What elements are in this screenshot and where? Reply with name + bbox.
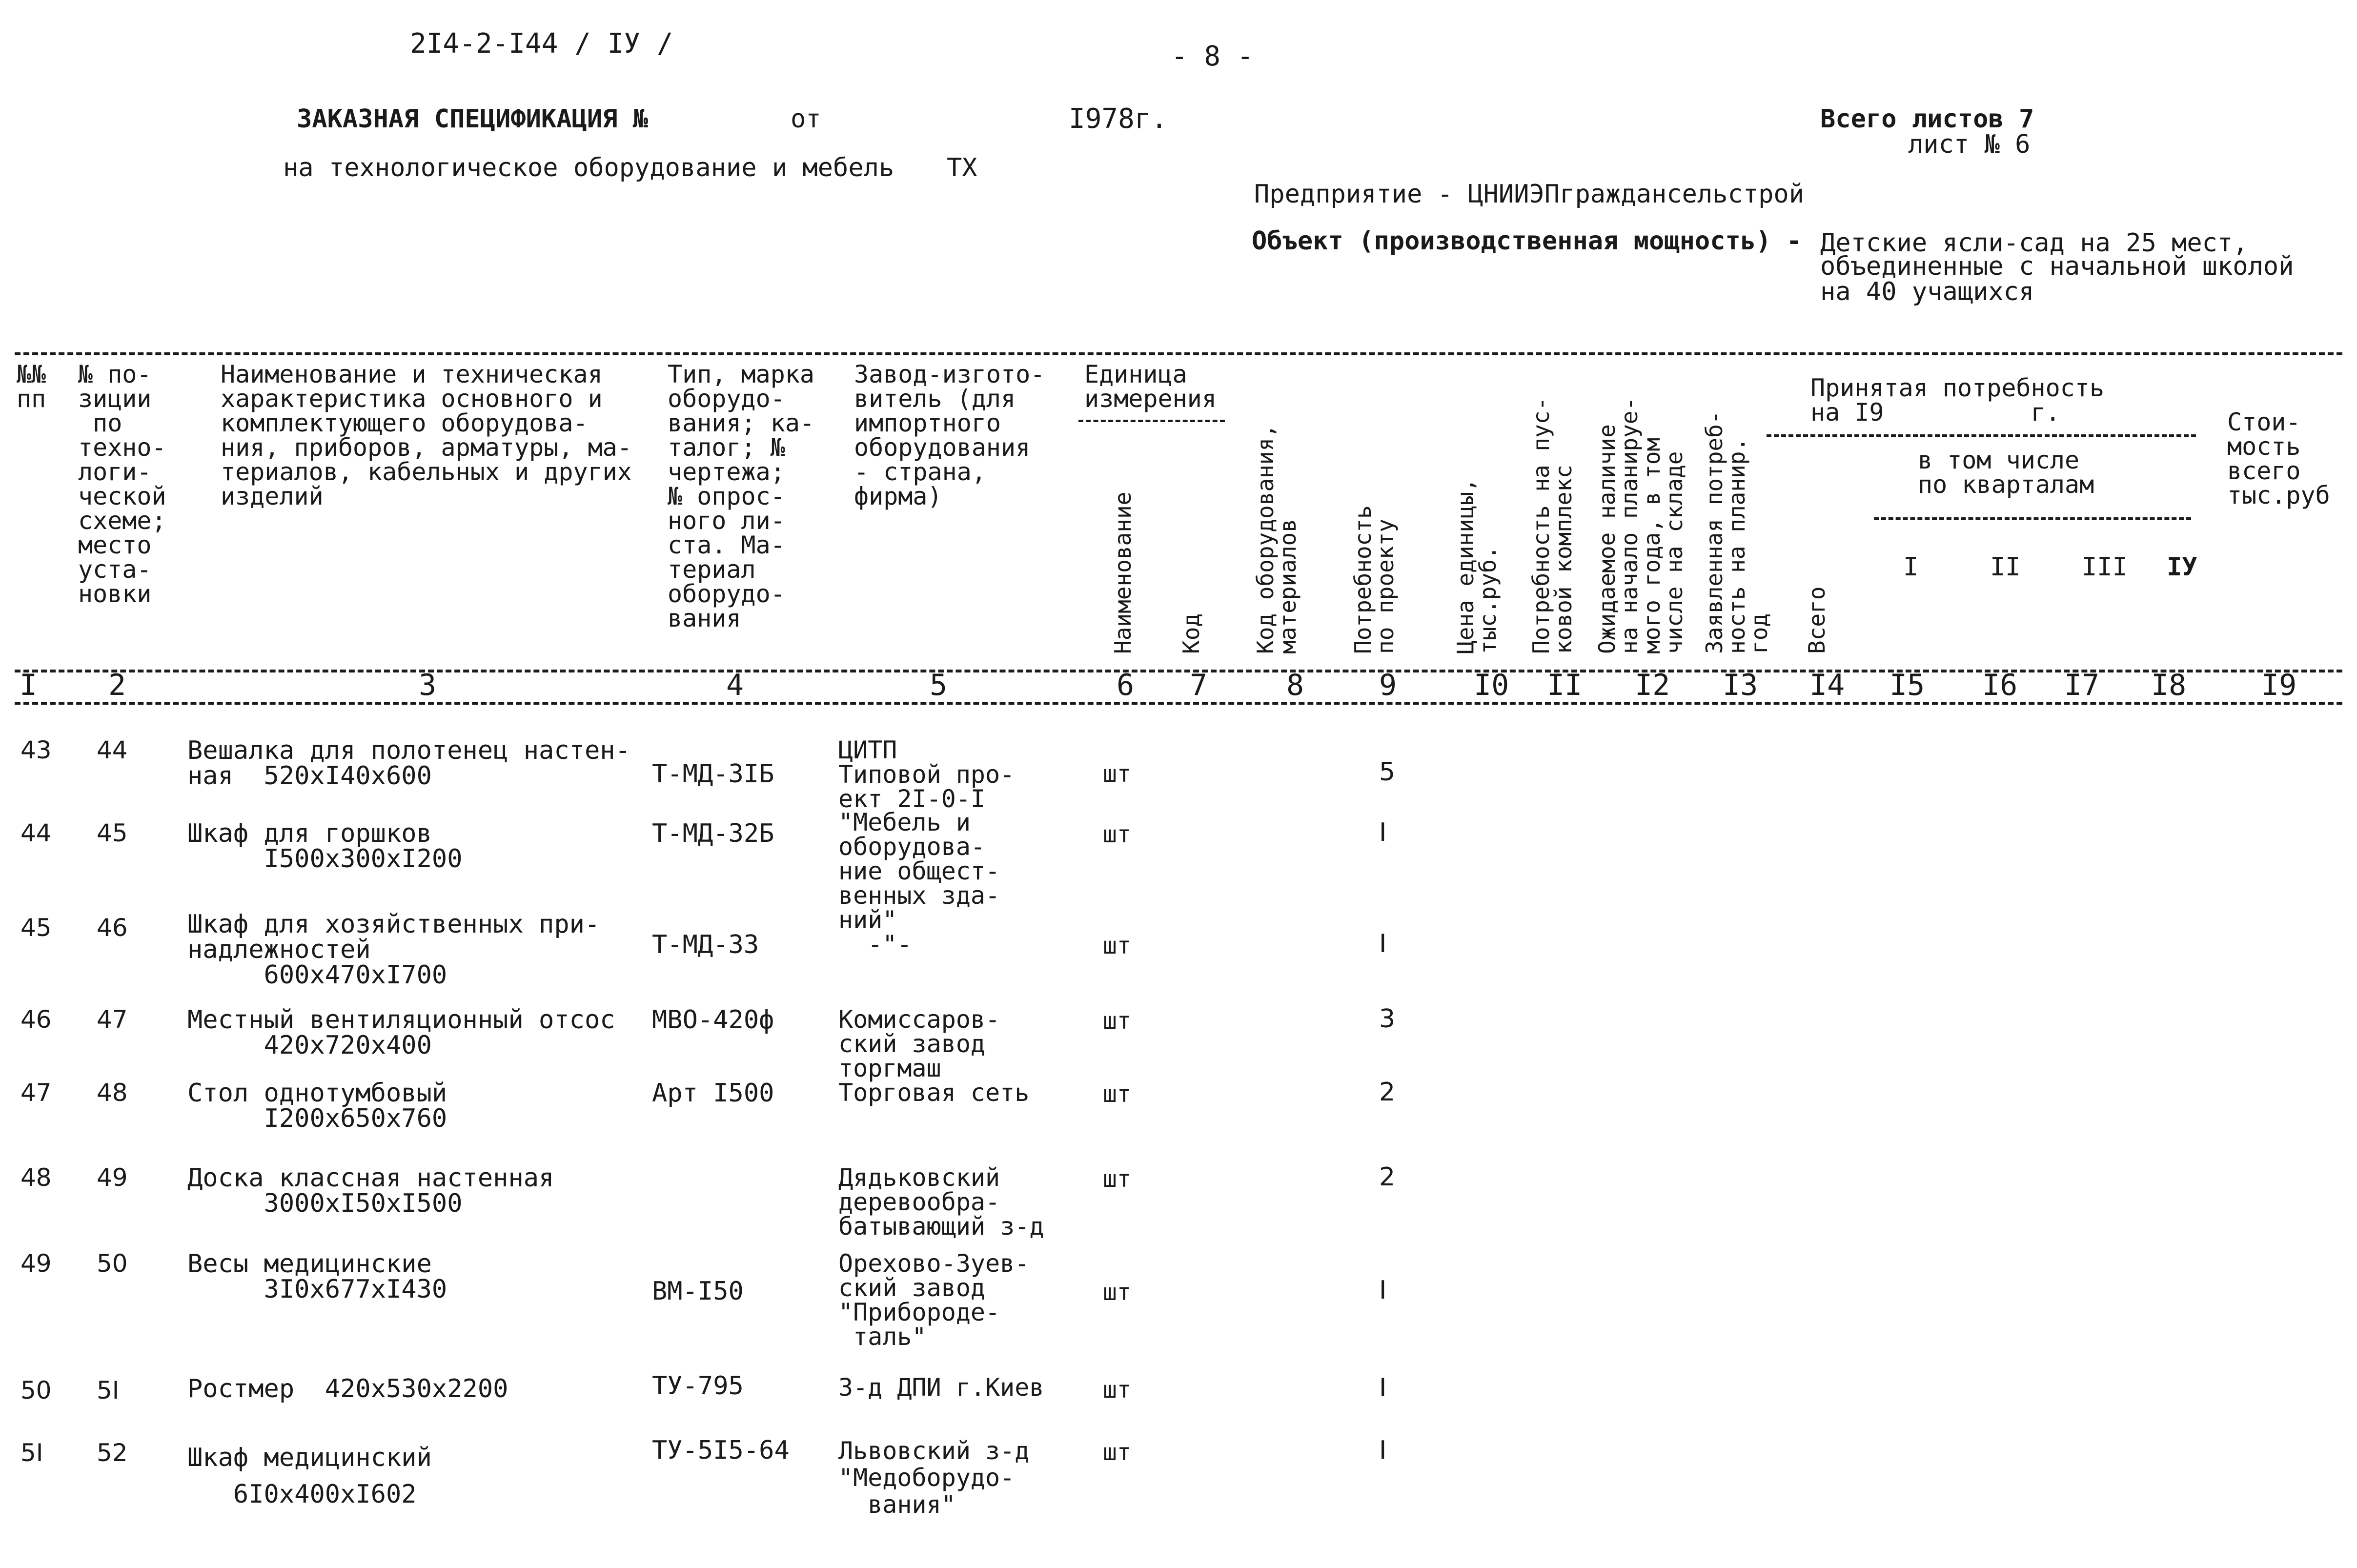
row-item-maker: Комиссаров- ский завод торгмаш	[838, 1005, 1000, 1082]
row-position: 47	[97, 1005, 128, 1034]
row-number: 47	[20, 1079, 52, 1107]
column-number: 3	[419, 668, 437, 702]
column-number: I5	[1890, 668, 1925, 702]
column-number: II	[1547, 668, 1583, 702]
row-item-unit: шт	[1103, 1279, 1131, 1306]
unit-group-rule	[1078, 420, 1225, 422]
row-item-qty: I	[1379, 1373, 1387, 1403]
col-heading-3: Наименование и техническая характеристика основного и комплектующего оборудова- ния, приборов, арматуры, ма- териалов, кабельных и других изделий	[221, 360, 632, 510]
col-heading-4: Тип, марка оборудо- вания; ка- талог; № чертежа; № опрос- ного ли- ста. Ма- териал оборудо- вания	[668, 360, 815, 632]
column-number: 9	[1379, 668, 1397, 702]
row-position: 44	[97, 736, 128, 764]
col-heading-14: Всего	[1804, 586, 1830, 654]
enterprise-label: Предприятие - ЦНИИЭПграждансельстрой	[1254, 180, 1805, 209]
object-value-line1: Детские ясли-сад на 25 мест,	[1820, 228, 2248, 258]
row-item-maker: З-д ДПИ г.Киев	[838, 1373, 1044, 1402]
row-item-maker: Орехово-Зуев- ский завод "Прибороде- таль"	[838, 1249, 1030, 1351]
column-number: 5	[930, 668, 948, 702]
row-item-maker: -"-	[838, 930, 912, 958]
col-heading-6: Наименование	[1110, 491, 1136, 654]
row-number: 49	[20, 1249, 52, 1278]
row-item-name: Шкаф для горшков I500х300хI200	[187, 819, 463, 874]
row-number: 46	[20, 1005, 52, 1034]
row-item-unit: шт	[1103, 1376, 1131, 1404]
row-item-type: МВО-420ф	[652, 1005, 774, 1035]
col-heading-10: Цена единицы, тыс.руб.	[1452, 478, 1501, 654]
row-position: 48	[97, 1079, 128, 1107]
row-position: 5I	[97, 1376, 120, 1405]
page-number: - 8 -	[1171, 41, 1254, 72]
row-item-unit: шт	[1103, 1007, 1131, 1035]
spec-subtitle-code: ТХ	[947, 153, 977, 183]
row-item-qty: 2	[1379, 1078, 1396, 1107]
row-item-unit: шт	[1103, 1165, 1131, 1193]
column-number: 8	[1286, 668, 1304, 702]
quarters-rule	[1874, 517, 2191, 520]
row-number: 50	[20, 1376, 52, 1405]
col-heading-12: Ожидаемое наличие на начало планируе- мого года, в том числе на складе	[1594, 397, 1687, 654]
col-heading-unit-group: Единица измерения	[1084, 360, 1217, 413]
row-item-unit: шт	[1103, 1080, 1131, 1108]
row-item-qty: I	[1379, 818, 1387, 847]
row-number: 45	[20, 914, 52, 942]
row-item-type: Т-МД-3IБ	[652, 759, 774, 789]
row-item-qty: I	[1379, 929, 1387, 958]
col-heading-1: №№ пп	[17, 360, 46, 413]
row-item-qty: I	[1379, 1436, 1387, 1465]
accepted-need-heading: Принятая потребность на I9 г.	[1810, 374, 2105, 427]
row-item-qty: 3	[1379, 1004, 1396, 1034]
row-item-type: ТУ-5I5-64	[652, 1436, 790, 1465]
quarter-1: I	[1903, 552, 1919, 582]
row-item-type: Арт I500	[652, 1079, 774, 1108]
row-item-type: ТУ-795	[652, 1371, 744, 1401]
row-item-type: Т-МД-32Б	[652, 819, 774, 848]
column-number: I0	[1474, 668, 1509, 702]
spec-from-label: от	[791, 104, 821, 134]
row-item-name: Доска классная настенная 3000хI50хI500	[187, 1163, 554, 1218]
row-item-unit: шт	[1103, 932, 1131, 959]
object-value-line3: на 40 учащихся	[1820, 277, 2034, 306]
column-number: I7	[2064, 668, 2100, 702]
document-number: 2I4-2-I44 / IУ /	[410, 28, 673, 60]
column-number: I3	[1723, 668, 1758, 702]
column-number: I2	[1635, 668, 1670, 702]
column-number: I9	[2261, 668, 2297, 702]
table-top-rule	[15, 352, 2342, 355]
row-number: 43	[20, 736, 52, 764]
column-number: I8	[2151, 668, 2187, 702]
column-number: I	[20, 668, 38, 702]
spec-title: ЗАКАЗНАЯ СПЕЦИФИКАЦИЯ №	[297, 104, 649, 134]
row-item-type: ВМ-I50	[652, 1277, 744, 1306]
row-position: 52	[97, 1439, 128, 1467]
row-number: 5I	[20, 1439, 43, 1467]
accepted-need-rule	[1767, 434, 2196, 437]
quarters-heading: в том числе по кварталам	[1918, 446, 2094, 499]
row-position: 49	[97, 1163, 128, 1192]
row-item-maker: Дядьковский деревообра- батывающий з-д	[838, 1163, 1044, 1241]
quarter-4: IУ	[2167, 552, 2197, 582]
col-heading-11: Потребность на пус- ковой комплекс	[1528, 397, 1577, 654]
object-value-line2: объединенные с начальной школой	[1820, 252, 2294, 281]
row-item-name: Вешалка для полотенец настен- ная 520хI40х600	[187, 736, 630, 791]
row-position: 50	[97, 1249, 128, 1278]
column-number: 7	[1190, 668, 1208, 702]
row-item-name: Местный вентиляционный отсос 420х720х400	[187, 1005, 615, 1060]
object-label: Объект (производственная мощность) -	[1252, 226, 1802, 256]
row-item-name: Ростмер 420х530х2200	[187, 1374, 508, 1404]
row-item-unit: шт	[1103, 760, 1131, 788]
col-heading-8: Код оборудования, материалов	[1252, 424, 1301, 654]
spec-year: I978г.	[1069, 103, 1168, 135]
row-item-name: Стол однотумбовый I200х650х760	[187, 1079, 447, 1133]
row-item-qty: 2	[1379, 1162, 1396, 1192]
col-heading-13: Заявленная потреб- ность на планир. год	[1701, 410, 1772, 654]
sheet-number: лист № 6	[1908, 130, 2031, 159]
row-item-qty: I	[1379, 1276, 1387, 1305]
col-heading-5: Завод-изгото- витель (для импортного оборудования - страна, фирма)	[854, 360, 1045, 510]
row-item-name: Шкаф для хозяйственных при- надлежностей 600х470хI700	[187, 910, 600, 990]
row-position: 46	[97, 914, 128, 942]
row-item-maker: Львовский з-д "Медоборудо- вания"	[838, 1437, 1030, 1519]
column-number: 6	[1117, 668, 1135, 702]
row-item-type: Т-МД-33	[652, 930, 759, 959]
row-item-name: Весы медицинские 3I0х677хI430	[187, 1249, 447, 1304]
row-item-maker: ЦИТП Типовой про- ект 2I-0-I	[838, 736, 1015, 813]
row-item-maker: Торговая сеть	[838, 1079, 1030, 1107]
column-number: 4	[726, 668, 744, 702]
col-heading-7: Код	[1178, 613, 1204, 654]
spec-subtitle: на технологическое оборудование и мебель	[283, 153, 894, 183]
row-item-qty: 5	[1379, 757, 1396, 787]
row-item-unit: шт	[1103, 1439, 1131, 1466]
row-number: 44	[20, 819, 52, 847]
col-heading-2: № по- зиции по техно- логи- ческой схеме; место уста- новки	[78, 360, 166, 608]
row-number: 48	[20, 1163, 52, 1192]
column-number: I6	[1982, 668, 2018, 702]
sheets-total: Всего листов 7	[1820, 104, 2034, 134]
row-position: 45	[97, 819, 128, 847]
quarter-2: II	[1990, 552, 2021, 582]
quarter-3: III	[2082, 552, 2128, 582]
col-heading-9: Потребность по проекту	[1350, 505, 1399, 654]
column-number: 2	[108, 668, 126, 702]
column-number: I4	[1809, 668, 1845, 702]
row-item-unit: шт	[1103, 821, 1131, 848]
row-item-maker: "Мебель и оборудова- ние общест- венных зда- ний"	[838, 808, 1000, 934]
col-heading-19: Стои- мость всего тыс.руб	[2227, 408, 2330, 509]
row-item-name: Шкаф медицинский 6I0х400хI602	[187, 1443, 432, 1509]
